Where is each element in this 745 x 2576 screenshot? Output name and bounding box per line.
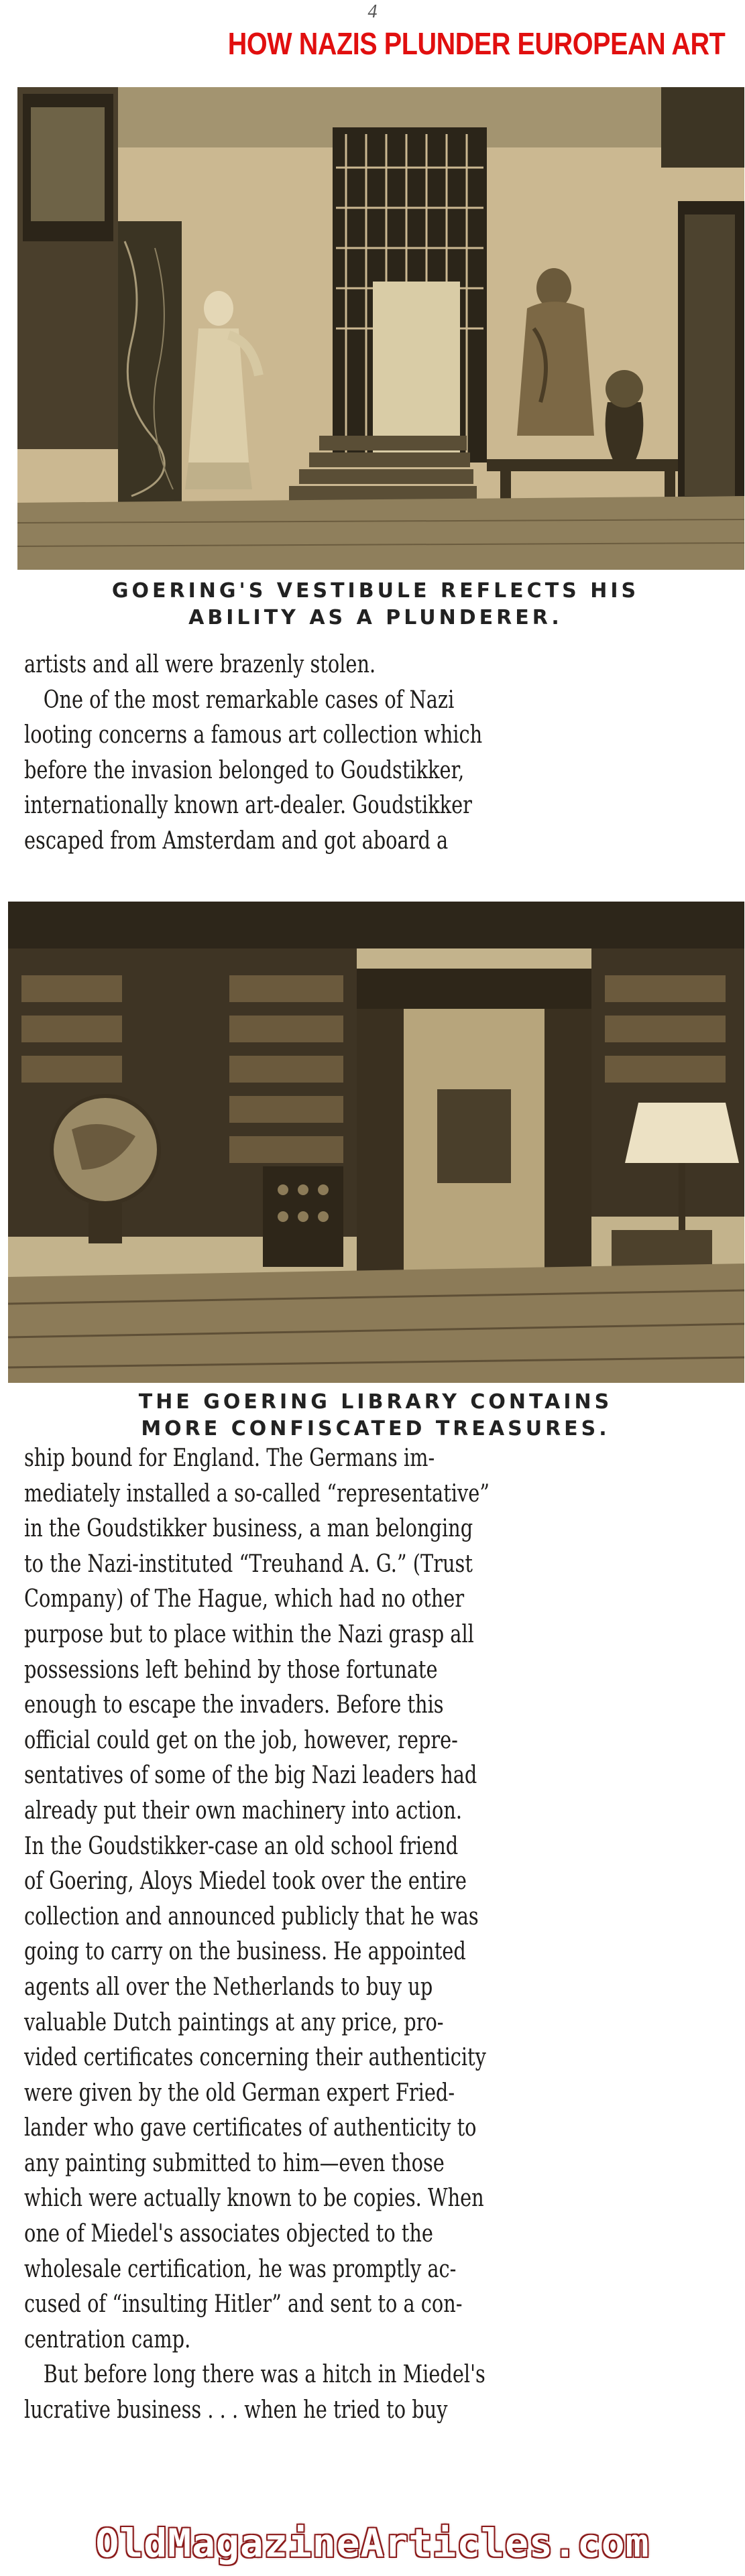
site-watermark: OldMagazineArticles.com	[95, 2520, 650, 2566]
text-line: to the Nazi-instituted “Treuhand A. G.” (Trust	[24, 1550, 473, 1578]
text-line: mediately installed a so-called “representative”	[24, 1479, 490, 1508]
text-line: lander who gave certificates of authenticity to	[24, 2114, 477, 2142]
library-caption	[40, 1389, 711, 1443]
text-line: purpose but to place within the Nazi grasp all	[24, 1620, 474, 1648]
vestibule-caption	[40, 578, 711, 631]
text-line: official could get on the job, however, repre-	[24, 1726, 458, 1754]
text-line: possessions left behind by those fortunate	[24, 1656, 438, 1684]
text-line: ship bound for England. The Germans im-	[24, 1445, 435, 1472]
text-line: collection and announced publicly that he was	[24, 1902, 479, 1930]
article-text-block-2	[24, 1441, 606, 2429]
text-line: going to carry on the business. He appointed	[24, 1938, 466, 1966]
text-line: any painting submitted to him—even those	[24, 2149, 445, 2177]
text-line: lucrative business . . . when he tried to buy	[24, 2396, 448, 2425]
caption-line: THE GOERING LIBRARY CONTAINS	[138, 1390, 613, 1414]
text-line: escaped from Amsterdam and got aboard a	[24, 826, 449, 855]
text-line: cused of “insulting Hitler” and sent to a con-	[24, 2290, 463, 2319]
text-line: before the invasion belonged to Goudstikker,	[24, 756, 465, 784]
text-line: one of Miedel's associates objected to the	[24, 2220, 433, 2248]
text-line: In the Goudstikker-case an old school friend	[24, 1832, 459, 1860]
page-number: 4	[367, 1, 378, 22]
text-line: agents all over the Netherlands to buy up	[24, 1973, 433, 2001]
text-line: Company) of The Hague, which had no other	[24, 1585, 465, 1613]
library-illustration	[8, 902, 744, 1383]
headline: HOW NAZIS PLUNDER EUROPEAN ART	[227, 26, 725, 61]
text-line: But before long there was a hitch in Miedel's	[24, 2361, 485, 2389]
vestibule-photo	[17, 87, 744, 570]
text-line: were given by the old German expert Fried-	[24, 2079, 455, 2107]
text-line: of Goering, Aloys Miedel took over the entire	[24, 1867, 467, 1896]
text-line: sentatives of some of the big Nazi leaders had	[24, 1762, 477, 1790]
text-line: centration camp.	[24, 2325, 191, 2353]
text-line: already put their own machinery into action.	[24, 1796, 463, 1825]
text-line: in the Goudstikker business, a man belonging	[24, 1515, 473, 1543]
text-line: artists and all were brazenly stolen.	[24, 651, 376, 678]
text-line: internationally known art-dealer. Goudstikker	[24, 792, 472, 820]
text-line: wholesale certification, he was promptly ac-	[24, 2255, 457, 2283]
caption-line: GOERING'S VESTIBULE REFLECTS HIS	[111, 579, 640, 603]
text-line: enough to escape the invaders. Before this	[24, 1691, 444, 1719]
caption-line: ABILITY AS A PLUNDERER.	[188, 606, 563, 629]
article-text-block-1	[24, 648, 597, 859]
caption-line: MORE CONFISCATED TREASURES.	[141, 1417, 610, 1440]
library-photo	[8, 902, 744, 1383]
text-line: vided certificates concerning their authenticity	[24, 2044, 486, 2072]
text-line: valuable Dutch paintings at any price, pro-	[24, 2008, 444, 2036]
vestibule-illustration	[17, 87, 744, 570]
text-line: which were actually known to be copies. When	[24, 2185, 484, 2213]
text-line: One of the most remarkable cases of Nazi	[24, 686, 455, 714]
text-line: looting concerns a famous art collection which	[24, 721, 483, 749]
